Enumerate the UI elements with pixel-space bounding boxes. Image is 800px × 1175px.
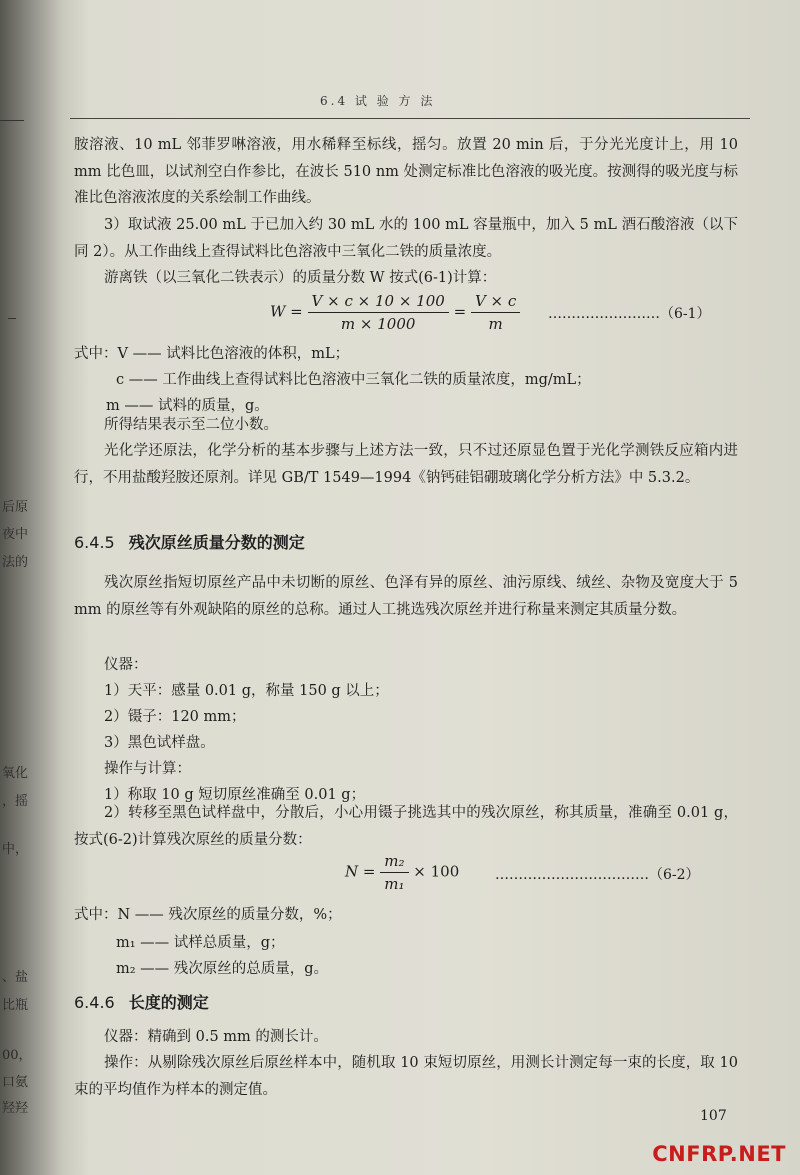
fraction-numerator: V × c × 10 × 100	[308, 292, 449, 313]
paragraph-precision: 所得结果表示至二位小数。	[104, 417, 278, 433]
left-page-fragment: 夜中	[2, 527, 29, 542]
left-page-dash	[8, 318, 16, 319]
paragraph-formula-intro: 游离铁（以三氧化二铁表示）的质量分数 W 按式(6-1)计算：	[104, 270, 497, 286]
running-header: 6.4 试 验 方 法	[320, 94, 436, 108]
instrument-item: 3）黑色试样盘。	[104, 735, 215, 751]
site-watermark: CNFRP.NET	[652, 1142, 786, 1166]
section-title: 长度的测定	[128, 993, 209, 1012]
equation-number-6-1: ……………………（6-1）	[548, 306, 711, 322]
operation-step-2: 2）转移至黑色试样盘中，分散后，小心用镊子挑选其中的残次原丝，称其质量，准确至 0.01 g，按式(6-2)计算残次原丝的质量分数：	[74, 805, 738, 848]
where-line: c —— 工作曲线上查得试料比色溶液中三氧化二铁的质量浓度，mg/mL；	[116, 372, 591, 388]
where-line: m —— 试料的质量，g。	[106, 398, 269, 414]
formula-6-1	[270, 292, 520, 333]
operation-label: 操作与计算：	[104, 761, 191, 777]
where-line: 式中：N —— 残次原丝的质量分数，%；	[74, 907, 342, 923]
left-page-fragment: 、盐	[2, 970, 29, 985]
paragraph-step3: 3）取试液 25.00 mL 于已加入约 30 mL 水的 100 mL 容量瓶中，加入 5 mL 酒石酸溶液（以下同 2）。从工作曲线上查得试料比色溶液中三氧化二铁的质量浓度。	[74, 217, 738, 260]
equation-number-6-2: ……………………………（6-2）	[495, 867, 700, 883]
paragraph-photochemical: 光化学还原法，化学分析的基本步骤与上述方法一致，只不过还原显色置于光化学测铁反应箱内进行，不用盐酸羟胺还原剂。详见 GB/T 1549—1994《钠钙硅铝硼玻璃化学分析方法》中 5.3.2。	[74, 443, 738, 486]
where-line: m₁ —— 试样总质量，g；	[116, 935, 285, 951]
left-page-fragment: 羟羟	[2, 1101, 29, 1116]
fraction-2	[471, 292, 520, 333]
fraction-denominator: m₁	[384, 875, 405, 893]
left-page-rule	[0, 120, 24, 121]
left-page-fragment: 法的	[2, 555, 29, 570]
section-title: 残次原丝质量分数的测定	[128, 533, 305, 552]
formula-lhs: N =	[345, 862, 376, 881]
paragraph-defective-definition: 残次原丝指短切原丝产品中未切断的原丝、色泽有异的原丝、油污原线、绒丝、杂物及宽度大于 5 mm 的原丝等有外观缺陷的原丝的总称。通过人工挑选残次原丝并进行称量来测定其质量分数。	[74, 575, 738, 618]
operation-step: 1）称取 10 g 短切原丝准确至 0.01 g；	[104, 787, 366, 803]
formula-6-2	[345, 852, 459, 893]
fraction-denominator: m × 1000	[340, 315, 416, 333]
paragraph-calibration: 胺溶液、10 mL 邻菲罗啉溶液，用水稀释至标线，摇匀。放置 20 min 后，于分光光度计上，用 10 mm 比色皿，以试剂空白作参比，在波长 510 nm 处测定标准比色溶液的吸光度。按测得的吸光度与标准比色溶液浓度的关系绘制工作曲线。	[74, 137, 738, 206]
instrument-item: 2）镊子：120 mm；	[104, 709, 246, 725]
left-page-fragment: ，摇	[2, 794, 29, 809]
fraction-1	[308, 292, 449, 333]
instrument-item: 1）天平：感量 0.01 g，称量 150 g 以上；	[104, 683, 389, 699]
section-number: 6.4.6	[74, 993, 115, 1012]
where-line: m₂ —— 残次原丝的总质量，g。	[116, 961, 329, 977]
fraction-numerator: m₂	[380, 852, 408, 873]
left-page-fragment: 口氨	[2, 1075, 29, 1090]
section-heading-6-4-6	[74, 990, 209, 1013]
left-page-fragment: 比瓶	[2, 998, 29, 1013]
paragraph-length-operation: 操作：从剔除残次原丝后原丝样本中，随机取 10 束短切原丝，用测长计测定每一束的长度，取 10 束的平均值作为样本的测定值。	[74, 1055, 738, 1098]
formula-lhs: W =	[270, 302, 303, 321]
section-number: 6.4.5	[74, 533, 115, 552]
section-heading-6-4-5	[74, 530, 305, 553]
left-page-fragment: 氧化	[2, 766, 29, 781]
page-number: 107	[700, 1108, 727, 1124]
formula-equals: =	[453, 302, 467, 321]
fraction-numerator: V × c	[471, 292, 520, 313]
formula-rhs: × 100	[413, 862, 460, 881]
paragraph-length-instrument: 仪器：精确到 0.5 mm 的测长计。	[104, 1029, 328, 1045]
left-page-fragment: 00，	[2, 1048, 32, 1063]
instrument-label: 仪器：	[104, 657, 148, 673]
left-page-fragment: 中，	[2, 842, 29, 857]
where-line: 式中：V —— 试料比色溶液的体积，mL；	[74, 346, 350, 362]
fraction	[380, 852, 408, 893]
fraction-denominator: m	[488, 315, 503, 333]
left-page-fragment: 后原	[2, 500, 29, 515]
header-rule	[70, 118, 750, 119]
